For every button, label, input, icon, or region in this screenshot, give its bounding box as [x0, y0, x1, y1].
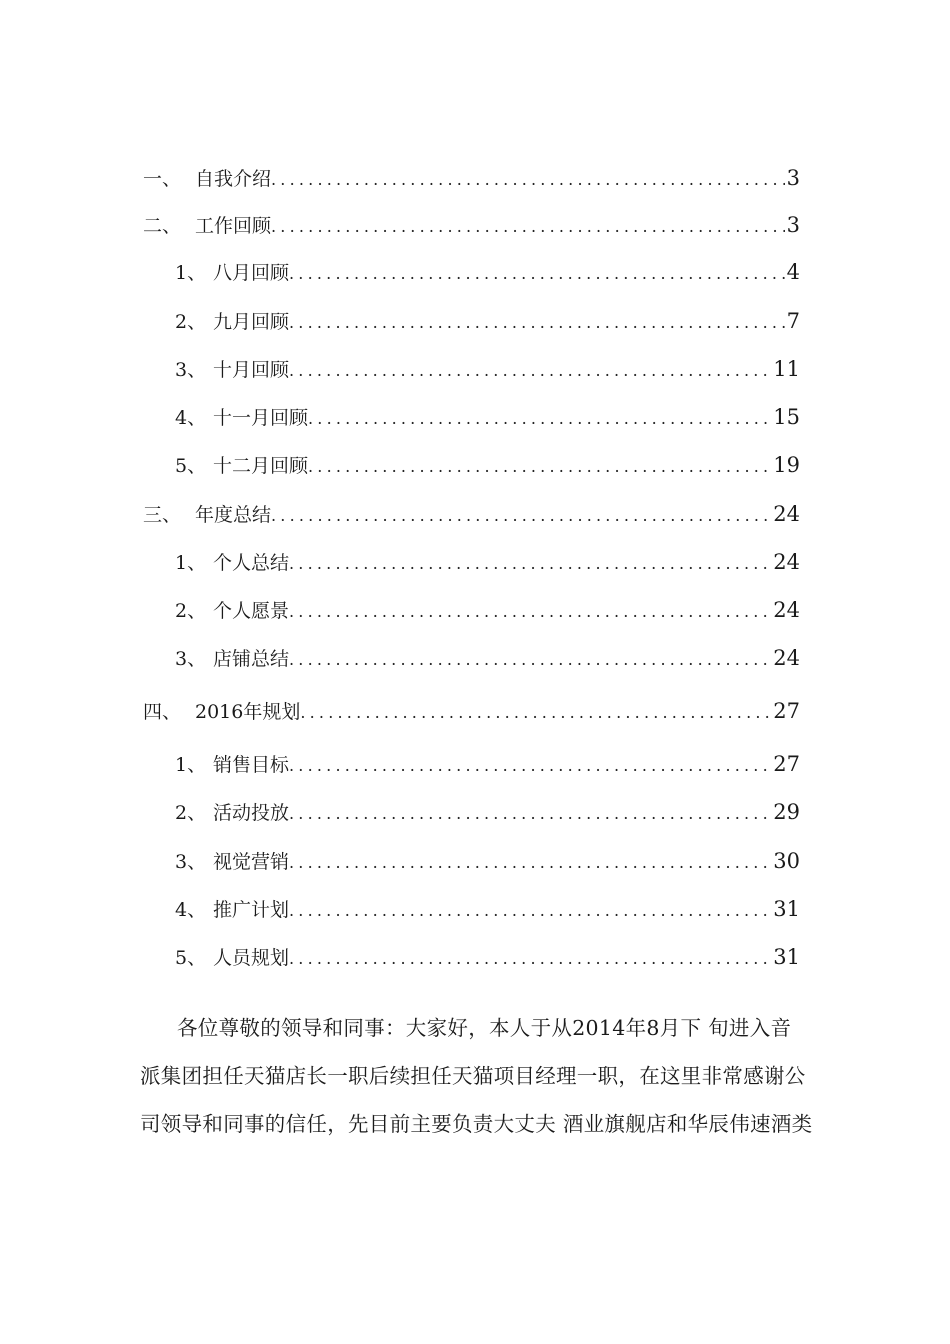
toc-number: 5、: [175, 947, 207, 969]
intro-paragraph: [140, 1004, 820, 1148]
toc-entry[interactable]: [175, 355, 800, 385]
toc-page-number: 3: [786, 166, 800, 190]
toc-page-number: 24: [773, 598, 800, 622]
toc-entry[interactable]: [175, 451, 800, 481]
toc-page-number: 24: [773, 550, 800, 574]
toc-title: 个人总结: [213, 552, 290, 574]
toc-entry[interactable]: [175, 403, 800, 433]
toc-page-number: 24: [773, 502, 800, 526]
toc-number: 2、: [175, 802, 207, 824]
toc-page-number: 31: [773, 897, 800, 921]
toc-leader-dots: [289, 853, 771, 872]
toc-title: 年度总结: [195, 504, 272, 526]
toc-entry[interactable]: [175, 307, 800, 337]
toc-number: 4、: [175, 899, 207, 921]
toc-title: 活动投放: [213, 802, 290, 824]
toc-number: 1、: [175, 552, 207, 574]
toc-page-number: 19: [773, 453, 800, 477]
toc-leader-dots: [289, 804, 771, 823]
toc-entry[interactable]: [175, 847, 800, 877]
toc-number: 2、: [175, 311, 207, 333]
toc-entry[interactable]: [175, 798, 800, 828]
toc-leader-dots: [289, 650, 771, 669]
toc-page-number: 27: [773, 699, 800, 723]
toc-number: 3、: [175, 648, 207, 670]
toc-entry[interactable]: [175, 596, 800, 626]
toc-title: 视觉营销: [213, 851, 290, 873]
toc-page-number: 31: [773, 945, 800, 969]
toc-title: 十二月回顾: [213, 455, 309, 477]
toc-entry[interactable]: [175, 943, 800, 973]
toc-page-number: 15: [773, 405, 800, 429]
toc-leader-dots: [300, 703, 771, 722]
toc-number: 5、: [175, 455, 207, 477]
paragraph-line: 各位尊敬的领导和同事：大家好，本人于从2014年8月下 旬进入音: [177, 1016, 792, 1040]
toc-leader-dots: [308, 409, 771, 428]
toc-leader-dots: [289, 264, 785, 283]
toc-number: 四、: [143, 701, 182, 723]
toc-page-number: 3: [786, 213, 800, 237]
toc-number: 3、: [175, 359, 207, 381]
toc-leader-dots: [289, 554, 771, 573]
toc-page-number: 30: [773, 849, 800, 873]
toc-title: 店铺总结: [213, 648, 290, 670]
toc-title: 销售目标: [213, 754, 290, 776]
toc-page-number: 11: [773, 357, 800, 381]
toc-entry[interactable]: [143, 697, 800, 727]
toc-entry[interactable]: [175, 750, 800, 780]
toc-leader-dots: [289, 949, 771, 968]
toc-entry[interactable]: [175, 895, 800, 925]
toc-entry[interactable]: [175, 258, 800, 288]
toc-number: 一、: [143, 168, 182, 190]
toc-title: 自我介绍: [195, 168, 272, 190]
toc-title: 人员规划: [213, 947, 290, 969]
toc-leader-dots: [289, 756, 771, 775]
toc-leader-dots: [271, 506, 771, 525]
toc-leader-dots: [271, 217, 785, 236]
toc-entry[interactable]: [175, 644, 800, 674]
toc-entry[interactable]: [175, 548, 800, 578]
toc-page-number: 7: [786, 309, 800, 333]
toc-title: 八月回顾: [213, 262, 290, 284]
toc-page-number: 29: [773, 800, 800, 824]
toc-page-number: 4: [786, 260, 800, 284]
toc-number: 三、: [143, 504, 182, 526]
toc-number: 2、: [175, 600, 207, 622]
toc-leader-dots: [289, 602, 771, 621]
toc-leader-dots: [271, 170, 785, 189]
toc-title: 九月回顾: [213, 311, 290, 333]
toc-number: 3、: [175, 851, 207, 873]
toc-number: 二、: [143, 215, 182, 237]
toc-page-number: 27: [773, 752, 800, 776]
toc-title: 2016年规划: [195, 701, 301, 723]
toc-title: 工作回顾: [195, 215, 272, 237]
toc-leader-dots: [289, 313, 785, 332]
toc-number: 1、: [175, 754, 207, 776]
toc-entry[interactable]: [143, 164, 800, 194]
toc-leader-dots: [308, 457, 771, 476]
toc-number: 1、: [175, 262, 207, 284]
toc-leader-dots: [289, 361, 771, 380]
toc-title: 十月回顾: [213, 359, 290, 381]
toc-page-number: 24: [773, 646, 800, 670]
toc-number: 4、: [175, 407, 207, 429]
toc-title: 推广计划: [213, 899, 290, 921]
toc-entry[interactable]: [143, 500, 800, 530]
toc-entry[interactable]: [143, 211, 800, 241]
paragraph-line: 司领导和同事的信任，先目前主要负责大丈夫 酒业旗舰店和华辰伟速酒类: [140, 1112, 813, 1136]
toc-title: 个人愿景: [213, 600, 290, 622]
toc-title: 十一月回顾: [213, 407, 309, 429]
toc-leader-dots: [289, 901, 771, 920]
paragraph-line: 派集团担任天猫店长一职后续担任天猫项目经理一职，在这里非常感谢公: [140, 1064, 806, 1088]
